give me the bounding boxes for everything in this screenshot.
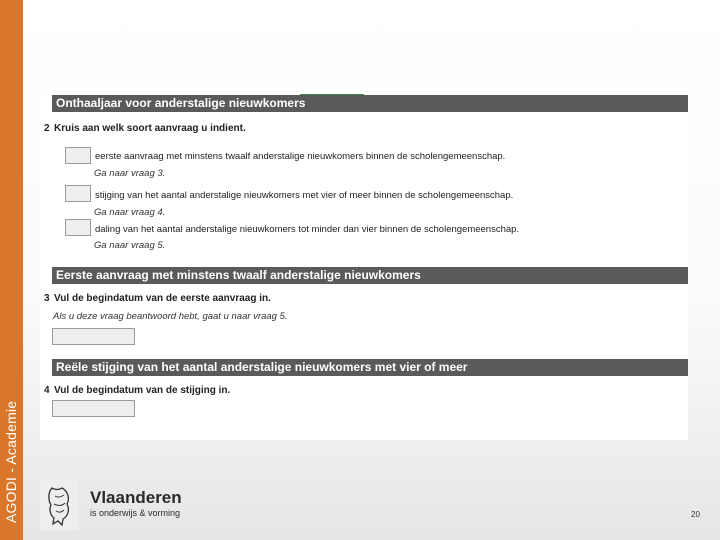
question-number: 2 (44, 123, 50, 134)
goto-instruction: Ga naar vraag 4. (94, 207, 166, 218)
checkbox-daling[interactable] (65, 219, 91, 236)
logo-name: Vlaanderen (90, 488, 182, 507)
option-label: stijging van het aantal anderstalige nieuwkomers met vier of meer binnen de scholengemeenschap. (95, 190, 514, 201)
option-label: daling van het aantal anderstalige nieuwkomers tot minder dan vier binnen de scholengemeenschap. (95, 224, 520, 235)
checkbox-stijging[interactable] (65, 185, 91, 202)
option-label: eerste aanvraag met minstens twaalf anderstalige nieuwkomers binnen de scholengemeenschap. (95, 151, 506, 162)
start-date-field[interactable] (52, 328, 135, 345)
vlaanderen-lion-logo (40, 478, 78, 530)
sidebar-label: AGODI - Academie (3, 400, 19, 523)
increase-date-field[interactable] (52, 400, 135, 417)
section-header-stijging: Reële stijging van het aantal anderstalige nieuwkomers met vier of meer (52, 359, 688, 376)
section-header-onthaaljaar: Onthaaljaar voor anderstalige nieuwkomers (52, 95, 688, 112)
section-header-eerste-aanvraag: Eerste aanvraag met minstens twaalf anderstalige nieuwkomers (52, 267, 688, 284)
instruction-note: Als u deze vraag beantwoord hebt, gaat u naar vraag 5. (53, 311, 288, 322)
checkbox-eerste-aanvraag[interactable] (65, 147, 91, 164)
question-text: Vul de begindatum van de stijging in. (54, 385, 231, 396)
goto-instruction: Ga naar vraag 5. (94, 240, 166, 251)
question-text: Kruis aan welk soort aanvraag u indient. (54, 123, 246, 134)
page-number: 20 (691, 510, 700, 519)
logo-tagline: is onderwijs & vorming (90, 508, 181, 518)
goto-instruction: Ga naar vraag 3. (94, 168, 166, 179)
question-number: 4 (44, 385, 50, 396)
question-number: 3 (44, 293, 50, 304)
question-text: Vul de begindatum van de eerste aanvraag in. (54, 293, 271, 304)
form-panel (40, 95, 688, 440)
